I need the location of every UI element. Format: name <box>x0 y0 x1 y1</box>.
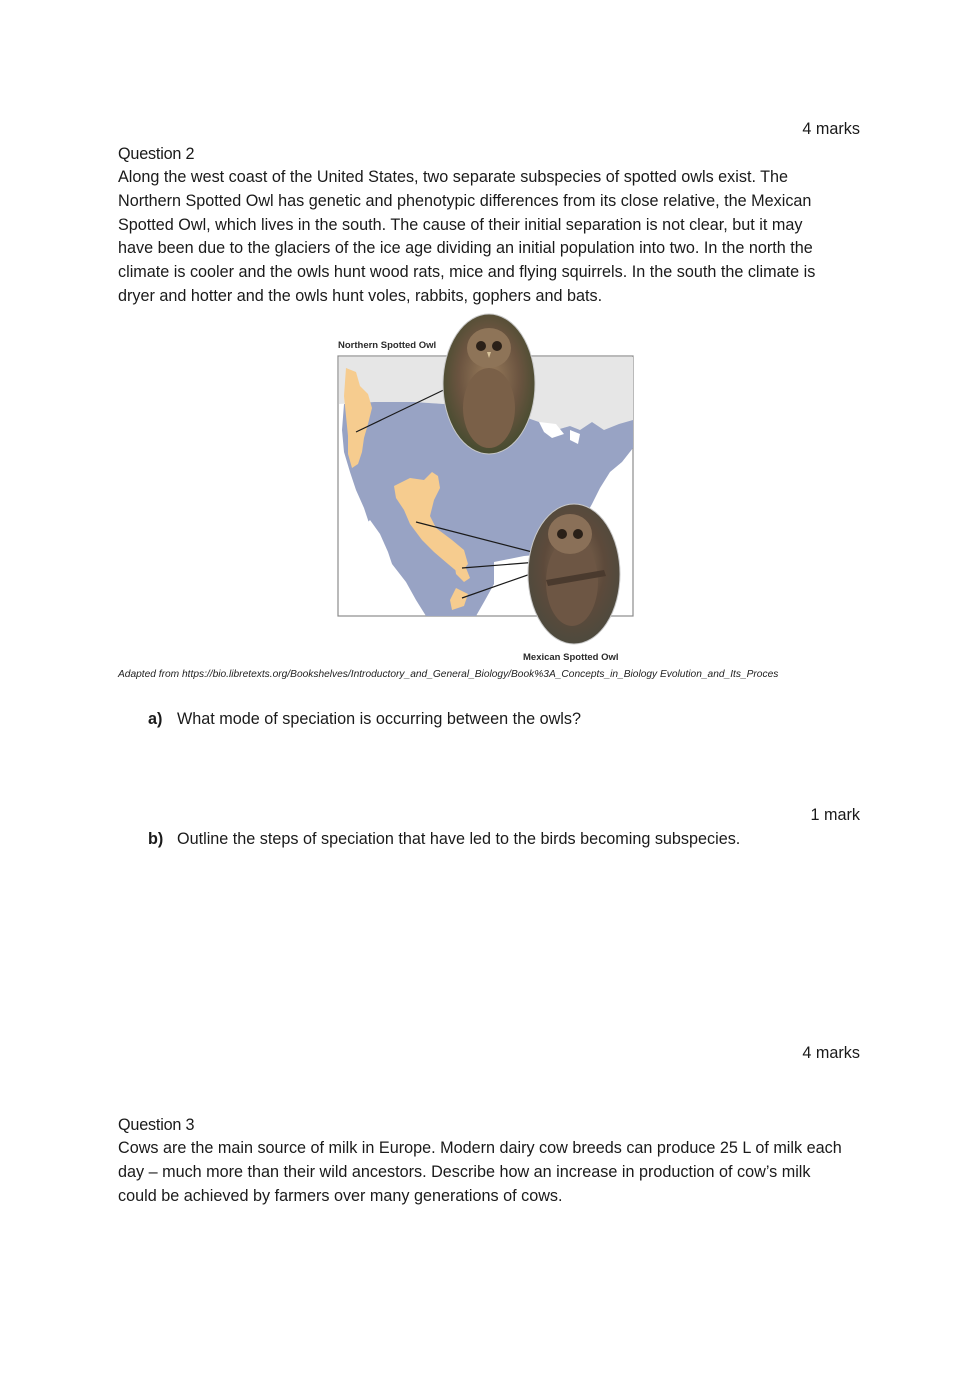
q2-line: Spotted Owl, which lives in the south. The cause of their initial separation is not clear, but it may <box>118 215 803 234</box>
q3-line: could be achieved by farmers over many generations of cows. <box>118 1186 563 1205</box>
mexican-owl-label: Mexican Spotted Owl <box>523 652 619 663</box>
question-3-title: Question 3 <box>118 1116 195 1134</box>
part-b-marks: 4 marks <box>802 1044 860 1062</box>
part-a-label: a) <box>148 710 163 728</box>
owl-range-map <box>334 312 634 664</box>
part-b <box>148 830 740 849</box>
northern-spotted-owl-photo <box>443 314 535 454</box>
q2-line: Along the west coast of the United States, two separate subspecies of spotted owls exist. The <box>118 168 789 186</box>
figure-caption: Adapted from https://bio.libretexts.org/Bookshelves/Introductory_and_General_Biology/Book%3A_Concepts_in_Biology Evolution_and_Its_Proces <box>118 669 779 680</box>
part-a-question: What mode of speciation is occurring between the owls? <box>177 710 581 728</box>
northern-owl-label: Northern Spotted Owl <box>338 340 437 351</box>
q2-line: dryer and hotter and the owls hunt voles, rabbits, gophers and bats. <box>118 286 603 305</box>
owl-range-map-figure <box>334 312 634 664</box>
q2-line: climate is cooler and the owls hunt wood rats, mice and flying squirrels. In the south the climate is <box>118 263 816 282</box>
part-b-question: Outline the steps of speciation that have led to the birds becoming subspecies. <box>177 830 741 848</box>
q3-line: day – much more than their wild ancestors. Describe how an increase in production of cow’s milk <box>118 1162 811 1181</box>
q2-line: Northern Spotted Owl has genetic and phenotypic differences from its close relative, the Mexican <box>118 191 812 210</box>
question-2-title: Question 2 <box>118 145 195 163</box>
question-2-paragraph <box>118 166 860 309</box>
mexican-spotted-owl-photo <box>528 504 620 644</box>
q2-total-marks: 4 marks <box>802 120 860 138</box>
q2-line: have been due to the glaciers of the ice age dividing an initial population into two. In the north the <box>118 239 813 258</box>
part-a <box>148 710 581 729</box>
part-b-label: b) <box>148 830 164 848</box>
q3-line: Cows are the main source of milk in Europe. Modern dairy cow breeds can produce 25 L of milk each <box>118 1139 842 1157</box>
question-3-paragraph <box>118 1137 860 1208</box>
part-a-marks: 1 mark <box>810 806 860 824</box>
